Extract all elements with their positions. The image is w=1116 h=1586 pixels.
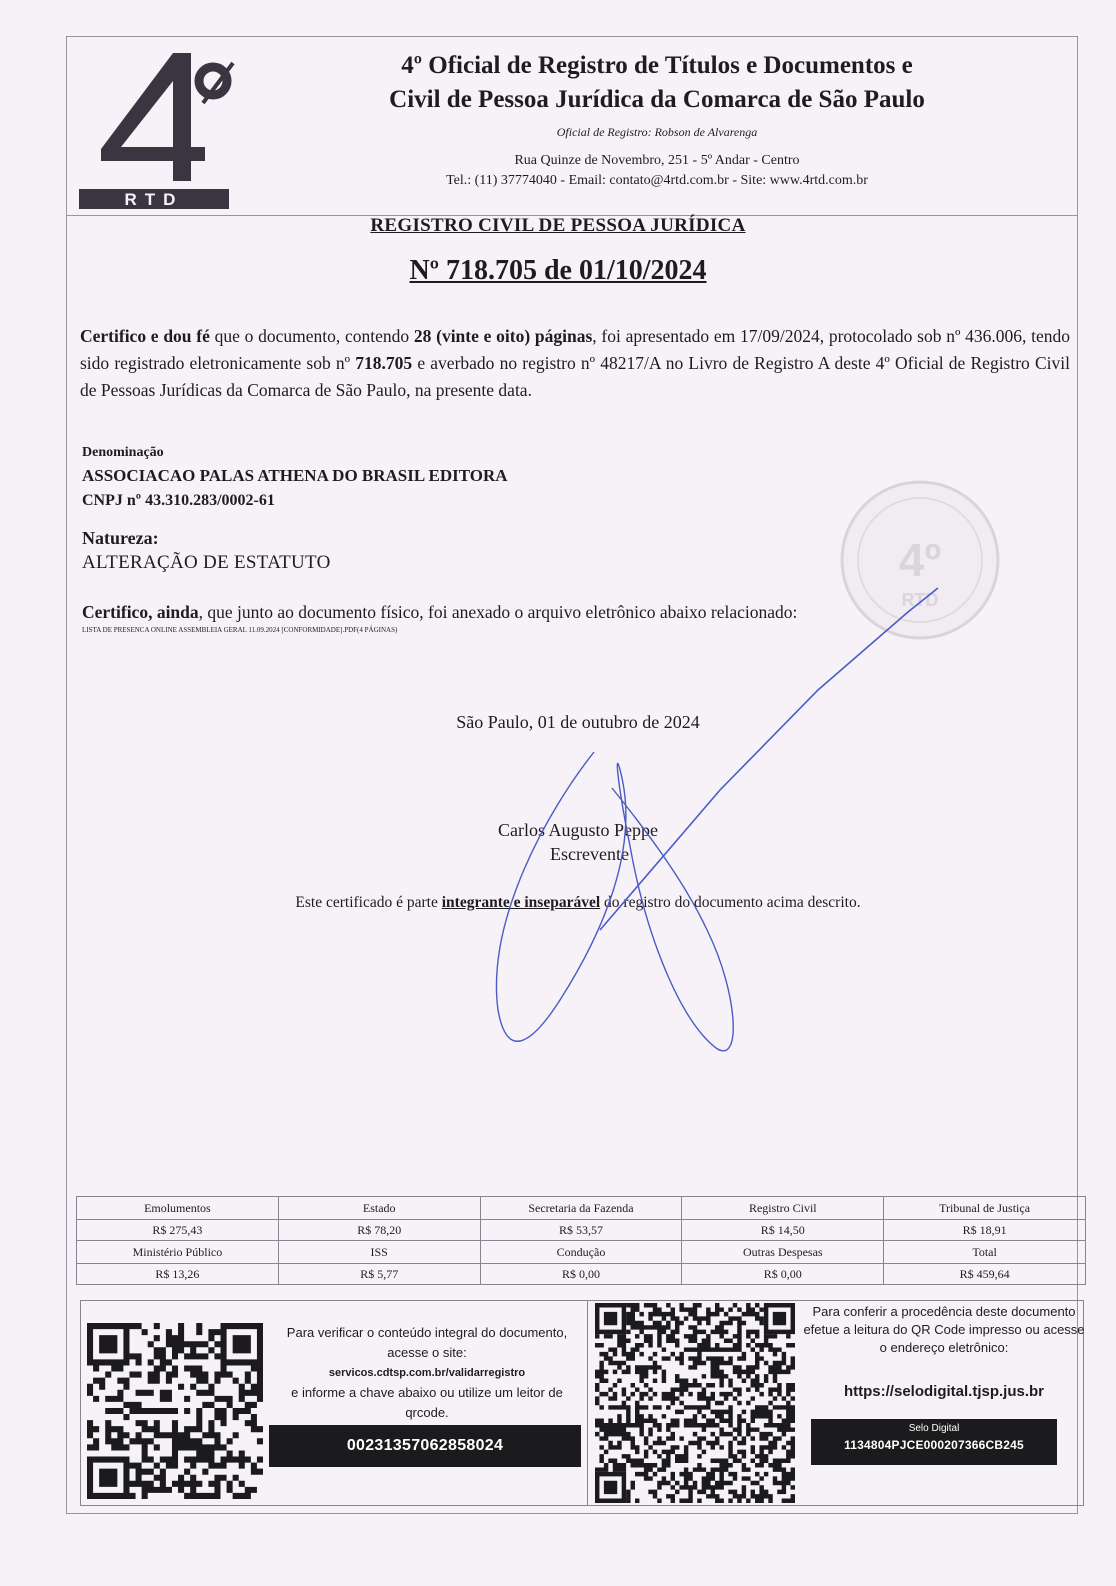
header-officer: Oficial de Registro: Robson de Alvarenga: [556, 125, 758, 139]
attachment-file: LISTA DE PRESENCA ONLINE ASSEMBLEIA GERAL 11.09.2024 [CONFORMIDADE].PDF(4 PÁGINAS): [82, 626, 398, 634]
header-address: Rua Quinze de Novembro, 251 - 5º Andar - Centro: [514, 153, 800, 168]
header: [67, 37, 1077, 216]
attachment-note-text: , que junto ao documento físico, foi anexado o arquivo eletrônico abaixo relacionado:: [198, 602, 798, 622]
selo-code: 1134804PJCE000207366CB245: [844, 1438, 1024, 1452]
fee-label: Outras Despesas: [682, 1241, 884, 1264]
header-title: [327, 49, 987, 117]
fee-value: R$ 53,57: [480, 1220, 682, 1241]
cert-bold-3: 28 (vinte e oito) páginas: [413, 326, 593, 346]
fee-value: R$ 459,64: [884, 1264, 1086, 1285]
verification-key: 00231357062858024: [269, 1425, 581, 1467]
fee-label: Ministério Público: [77, 1241, 279, 1264]
procedure-url[interactable]: https://selodigital.tjsp.jus.br: [843, 1383, 1044, 1400]
place-date: São Paulo, 01 de outubro de 2024: [456, 712, 700, 732]
fee-value: R$ 0,00: [682, 1264, 884, 1285]
cert-text-6: e averbado no registro nº 48217/A no Livro de Registro A deste 4º Oficial de Registro Civil de Pessoas Jurídicas da Comarca de São Paulo, na presente data.: [80, 353, 1070, 400]
fee-value: R$ 14,50: [682, 1220, 884, 1241]
denomination-cnpj: CNPJ nº 43.310.283/0002-61: [82, 492, 275, 509]
fee-label: Secretaria da Fazenda: [480, 1197, 682, 1220]
header-address-block: [327, 151, 987, 191]
cert-text-2: que o documento, contendo: [209, 326, 414, 346]
svg-text:4º: 4º: [898, 534, 942, 586]
registration-number: Nº 718.705 de 01/10/2024: [409, 255, 707, 286]
attachment-note: [82, 602, 797, 623]
embossed-seal: [838, 478, 1002, 642]
nature-value: ALTERAÇÃO DE ESTATUTO: [82, 552, 331, 573]
qr-code-icon[interactable]: [87, 1323, 263, 1499]
signer-name: Carlos Augusto Peppe: [498, 820, 658, 840]
procedure-text: Para conferir a procedência deste documento efetue a leitura do QR Code impresso ou acesse o endereço eletrônico:: [803, 1304, 1085, 1355]
attachment-note-bold: Certifico, ainda: [82, 602, 199, 622]
verification-line1: Para verificar o conteúdo integral do documento, acesse o site:: [286, 1325, 568, 1360]
fee-value: R$ 78,20: [278, 1220, 480, 1241]
svg-text:RTD: RTD: [901, 590, 939, 610]
fee-value: R$ 275,43: [77, 1220, 279, 1241]
nature-label: Natureza:: [82, 528, 159, 548]
fee-value: R$ 0,00: [480, 1264, 682, 1285]
fee-value: R$ 18,91: [884, 1220, 1086, 1241]
closing-statement: [0, 894, 1116, 912]
signer-role: Escrevente: [550, 844, 629, 864]
header-contact: Tel.: (11) 37774040 - Email: contato@4rtd.com.br - Site: www.4rtd.com.br: [446, 173, 868, 188]
fee-label: Total: [884, 1241, 1086, 1264]
fee-label: Estado: [278, 1197, 480, 1220]
fee-label: Registro Civil: [682, 1197, 884, 1220]
registry-logo: [75, 51, 243, 211]
fee-label: Tribunal de Justiça: [884, 1197, 1086, 1220]
header-title-line1: 4º Oficial de Registro de Títulos e Documentos e: [401, 52, 913, 79]
verification-url[interactable]: servicos.cdtsp.com.br/validarregistro: [328, 1367, 526, 1379]
divider: [587, 1301, 588, 1505]
verification-line2: e informe a chave abaixo ou utilize um leitor de qrcode.: [291, 1385, 563, 1420]
verification-box: [80, 1300, 1084, 1506]
closing-part1: Este certificado é parte: [295, 894, 442, 911]
denomination-label: Denominação: [82, 445, 164, 460]
fee-value: R$ 13,26: [77, 1264, 279, 1285]
certificate-paragraph: [80, 323, 1070, 404]
svg-text:RTD: RTD: [124, 190, 184, 209]
closing-part2: do registro do documento acima descrito.: [600, 894, 861, 911]
fee-value: R$ 5,77: [278, 1264, 480, 1285]
cert-bold-5: 718.705: [355, 353, 413, 373]
denomination-name: ASSOCIACAO PALAS ATHENA DO BRASIL EDITORA: [82, 466, 508, 485]
qr-code-icon[interactable]: [593, 1303, 797, 1503]
cert-text-4: , foi apresentado em 17/09/2024, protocolado sob nº 436.006, tendo sido registrado eletronicamente sob nº: [80, 326, 1070, 373]
fees-table: [76, 1196, 1086, 1285]
selo-label: Selo Digital: [908, 1423, 960, 1434]
cert-bold-1: Certifico e dou fé: [80, 326, 210, 346]
section-title: REGISTRO CIVIL DE PESSOA JURÍDICA: [370, 215, 746, 236]
closing-underlined: integrante e inseparável: [441, 894, 601, 911]
fee-label: ISS: [278, 1241, 480, 1264]
fee-label: Emolumentos: [77, 1197, 279, 1220]
digital-seal-box: [811, 1419, 1057, 1465]
header-title-line2: Civil de Pessoa Jurídica da Comarca de São Paulo: [389, 86, 925, 113]
verification-text: [277, 1323, 577, 1423]
fee-label: Condução: [480, 1241, 682, 1264]
